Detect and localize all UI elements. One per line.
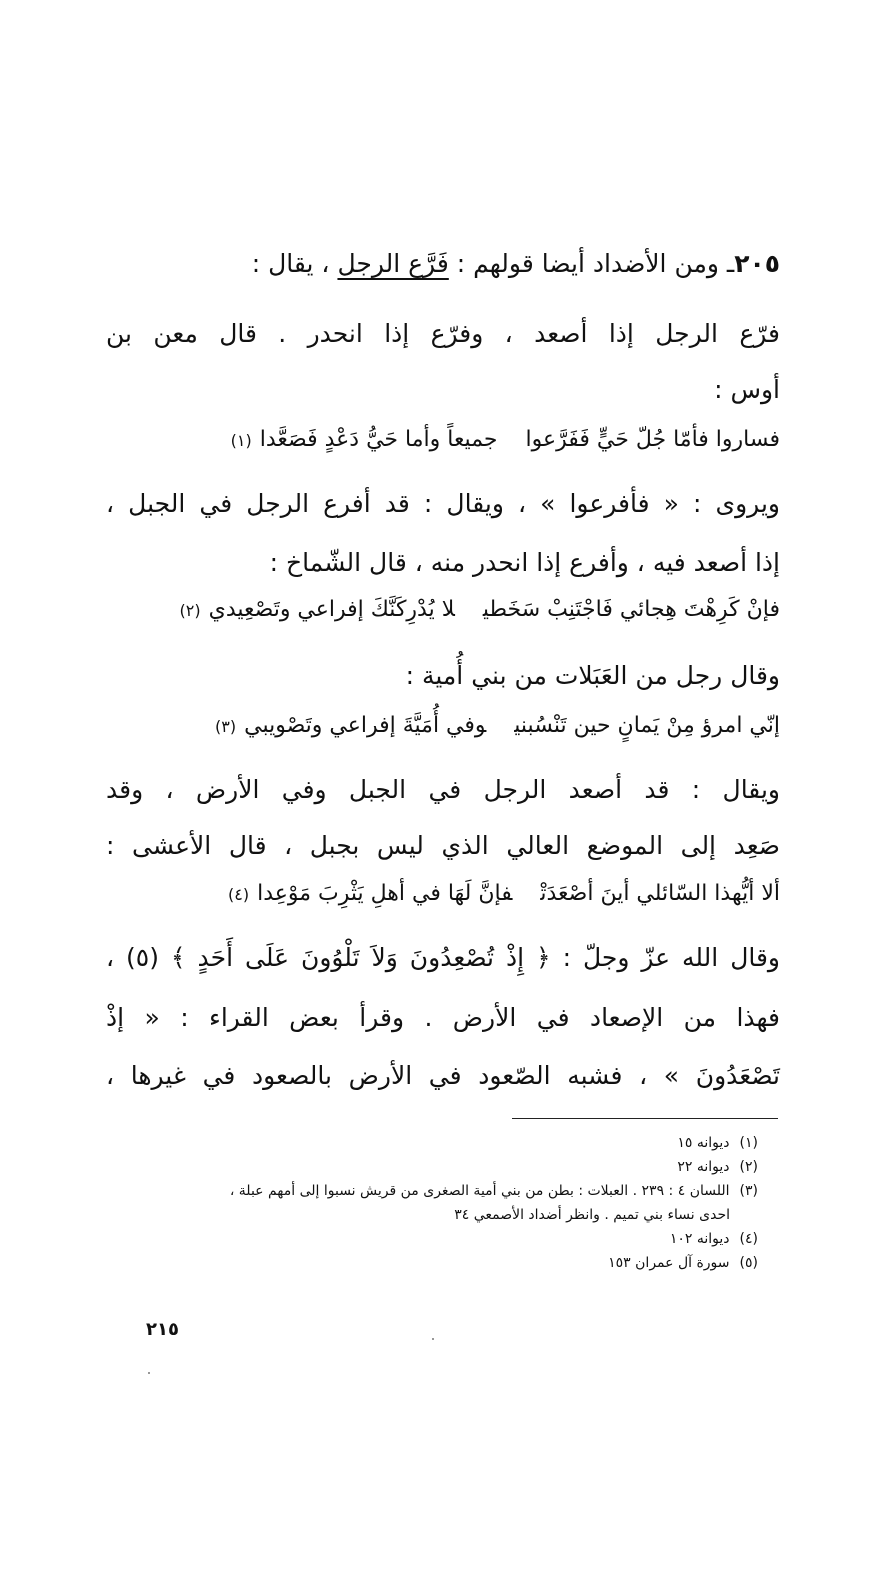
footnote-3 [100, 1180, 758, 1202]
verse-hemistich-2: لا يُدْرِكَنَّكَ إفراعي وتَصْعِيدي [208, 597, 455, 622]
body-line-14: فهذا من الإصعاد في الأرض . وقرأ بعض القراء : « إذْ [106, 1003, 780, 1032]
verse-hemistich-2: فإنَّ لَهَا في أهلِ يَثْرِبَ مَوْعِدا [257, 881, 513, 906]
body-line-1 [106, 244, 780, 284]
line-text: ـ ومن الأضداد أيضا قولهم : [448, 249, 735, 278]
footnote-text: احدى نساء بني تميم . وانظر أضداد الأصمعي ٣٤ [454, 1207, 730, 1223]
body-line-5: ويروى : « فأفرعوا » ، ويقال : قد أفرع الرجل في الجبل ، [106, 489, 780, 518]
headword: فَرَّع الرجل [337, 249, 449, 278]
verse-line-1 [106, 420, 780, 460]
body-line-3: أوس : [714, 375, 780, 404]
footnote-text: ديوانه ١٥ [677, 1135, 730, 1151]
verse-hemistich-2: جميعاً وأما حَيُّ دَعْدٍ فَصَعَّدا [259, 427, 498, 452]
footnote-mark: (٢) [739, 1159, 758, 1175]
line-text-end: ، يقال : [251, 249, 338, 278]
footnote-ref: (١) [230, 431, 252, 450]
footnote-mark: (٤) [739, 1231, 758, 1247]
body-line-13: وقال الله عزّ وجلّ : ﴿ إِذْ تُصْعِدُونَ وَلاَ تَلْوُونَ عَلَى أَحَدٍ ﴾ (٥) ، [106, 943, 781, 972]
footnote-5 [100, 1252, 758, 1274]
body-line-11: صَعِد إلى الموضع العالي الذي ليس بجبل ، قال الأعشى : [106, 831, 780, 860]
entry-number: ٢٠٥ [734, 249, 780, 278]
page-number: ٢١٥ [146, 1319, 179, 1340]
footnote-text: ديوانه ١٠٢ [669, 1231, 730, 1247]
footnote-ref: (٣) [215, 717, 237, 736]
body-line-2: فرّع الرجل إذا أصعد ، وفرّع إذا انحدر . قال معن بن [106, 319, 780, 348]
verse-hemistich-1: إنّي امرؤ مِنْ يَمانٍ حين تَنْسُبني [514, 713, 780, 738]
verse-line-4 [106, 874, 780, 914]
footnote-separator [512, 1118, 778, 1119]
footnote-mark: (٣) [739, 1183, 758, 1199]
footnote-1 [100, 1132, 758, 1154]
footnote-text: سورة آل عمران ١٥٣ [608, 1255, 730, 1271]
footnote-text: ديوانه ٢٢ [677, 1159, 730, 1175]
verse-line-2 [106, 590, 780, 630]
footnote-mark: (١) [739, 1135, 758, 1151]
footnote-3-continued [100, 1204, 730, 1226]
verse-line-3 [106, 706, 780, 746]
body-line-8: وقال رجل من العَبَلات من بني أُمية : [405, 661, 780, 690]
body-line-6: إذا أصعد فيه ، وأفرع إذا انحدر منه ، قال الشّماخ : [269, 548, 780, 577]
footnote-mark: (٥) [739, 1255, 758, 1271]
verse-hemistich-1: فإنْ كَرِهْتَ هِجائي فَاجْتَنِبْ سَخَطي [482, 597, 780, 622]
footnote-text: اللسان ٤ : ٢٣٩ . العبلات : بطن من بني أمية الصغرى من قريش نسبوا إلى أمهم عبلة ، [229, 1183, 730, 1199]
footnote-ref: (٤) [228, 885, 250, 904]
verse-hemistich-1: فساروا فأمّا جُلّ حَيٍّ فَفَرَّعوا [525, 427, 780, 452]
verse-hemistich-2: وفي أُمَيَّةَ إفراعي وتَصْويبي [244, 713, 487, 738]
footnote-4 [100, 1228, 758, 1250]
footnote-2 [100, 1156, 758, 1178]
scan-speck [432, 1338, 434, 1340]
body-line-15: تَصْعَدُونَ » ، فشبه الصّعود في الأرض بالصعود في غيرها ، [106, 1061, 780, 1090]
footnote-ref: (٢) [179, 601, 201, 620]
body-line-10: ويقال : قد أصعد الرجل في الجبل وفي الأرض ، وقد [106, 775, 780, 804]
scan-speck [148, 1372, 150, 1374]
verse-hemistich-1: ألا أيُّهذا السّائلي أينَ أصْعَدَتْ [540, 881, 780, 906]
